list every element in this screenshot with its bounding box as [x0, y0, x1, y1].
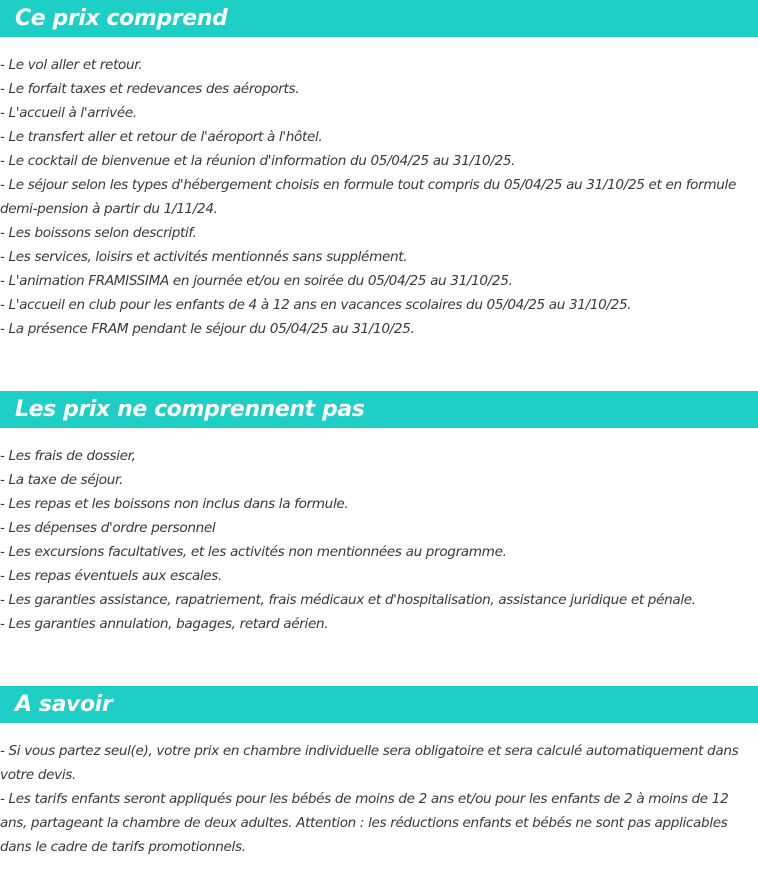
excludes-section — [0, 391, 758, 636]
info-title: A savoir — [15, 692, 113, 717]
list-item: - Les garanties assistance, rapatriement, frais médicaux et d'hospitalisation, assistance juridique et pénale. — [0, 592, 696, 608]
list-item: - Les boissons selon descriptif. — [0, 225, 197, 241]
excludes-title: Les prix ne comprennent pas — [15, 397, 365, 422]
list-item: - La taxe de séjour. — [0, 472, 123, 488]
list-item: - L'accueil à l'arrivée. — [0, 105, 137, 121]
excludes-list — [0, 444, 758, 636]
info-section — [0, 686, 758, 859]
info-header — [0, 686, 758, 723]
info-list — [0, 739, 758, 859]
includes-header — [0, 0, 758, 37]
excludes-header — [0, 391, 758, 428]
list-item: - Le séjour selon les types d'hébergement choisis en formule tout compris du 05/04/25 au 31/10/25 et en formule demi-pension à partir du 1/11/24. — [0, 177, 736, 217]
list-item: - Le vol aller et retour. — [0, 57, 143, 73]
list-item: - Le forfait taxes et redevances des aéroports. — [0, 81, 300, 97]
includes-section — [0, 0, 758, 341]
list-item: - Si vous partez seul(e), votre prix en chambre individuelle sera obligatoire et sera calculé automatiquement dans votre devis. — [0, 743, 739, 783]
list-item: - Les excursions facultatives, et les activités non mentionnées au programme. — [0, 544, 507, 560]
includes-list — [0, 53, 758, 341]
list-item: - Les repas éventuels aux escales. — [0, 568, 222, 584]
list-item: - La présence FRAM pendant le séjour du 05/04/25 au 31/10/25. — [0, 321, 415, 337]
list-item: - L'animation FRAMISSIMA en journée et/ou en soirée du 05/04/25 au 31/10/25. — [0, 273, 513, 289]
list-item: - Le transfert aller et retour de l'aéroport à l'hôtel. — [0, 129, 323, 145]
list-item: - Les dépenses d'ordre personnel — [0, 520, 216, 536]
list-item: - Les services, loisirs et activités mentionnés sans supplément. — [0, 249, 408, 265]
includes-title: Ce prix comprend — [15, 6, 228, 31]
list-item: - Les frais de dossier, — [0, 448, 136, 464]
list-item: - Les tarifs enfants seront appliqués pour les bébés de moins de 2 ans et/ou pour les enfants de 2 à moins de 12 ans, partageant la chambre de deux adultes. Attention : les réductions enfants et bébés ne sont pas applicables dans le cadre de tarifs promotionnels. — [0, 791, 729, 855]
list-item: - Le cocktail de bienvenue et la réunion d'information du 05/04/25 au 31/10/25. — [0, 153, 516, 169]
list-item: - L'accueil en club pour les enfants de 4 à 12 ans en vacances scolaires du 05/04/25 au 31/10/25. — [0, 297, 632, 313]
list-item: - Les garanties annulation, bagages, retard aérien. — [0, 616, 329, 632]
list-item: - Les repas et les boissons non inclus dans la formule. — [0, 496, 349, 512]
